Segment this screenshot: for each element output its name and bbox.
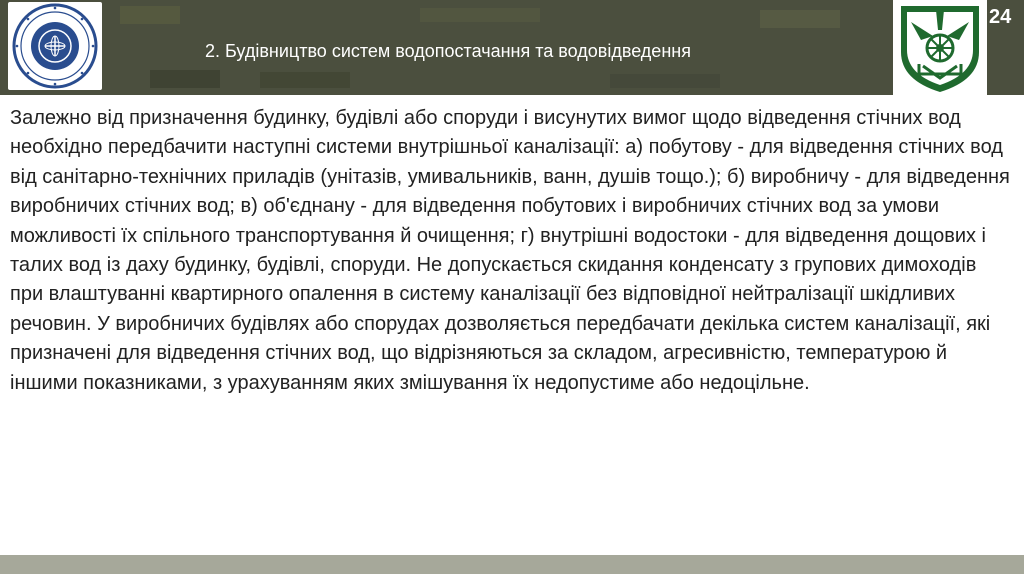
slide-number: 24 (989, 6, 1012, 28)
body-text: Залежно від призначення будинку, будівлі або споруди і висунутих вимог щодо відведення стічних вод необхідно передбачити наступні системи внутрішньої каналізації: а) побутову - для відведення стічних вод від санітарно-технічних приладів (унітазів, умивальників, ванн, душів тощо.); б) виробничу - для відведення виробничих стічних вод; в) об'єднану - для відведення побутових і виробничих стічних вод за умови можливості їх спільного транспортування й очищення; г) внутрішні водостоки - для відведення дощових і талих вод із даху будинку, будівлі, споруди. Не допускається скидання конденсату з групових димоходів при влаштуванні квартирного опалення в систему каналізації без відповідної нейтралізації шкідливих речовин. У виробничих будівлях або спорудах дозволяється передбачати декілька систем каналізації, які призначені для відведення стічних вод, що відрізняються за складом, агресивністю, температурою й іншими показниками, з урахуванням яких змішування їх недопустиме або недоцільне. (10, 107, 1010, 394)
university-seal-logo (8, 2, 102, 90)
university-emblem-logo (893, 0, 987, 95)
slide-title: 2. Будівництво систем водопостачання та водовідведення (205, 41, 691, 61)
footer-band (0, 555, 1024, 574)
